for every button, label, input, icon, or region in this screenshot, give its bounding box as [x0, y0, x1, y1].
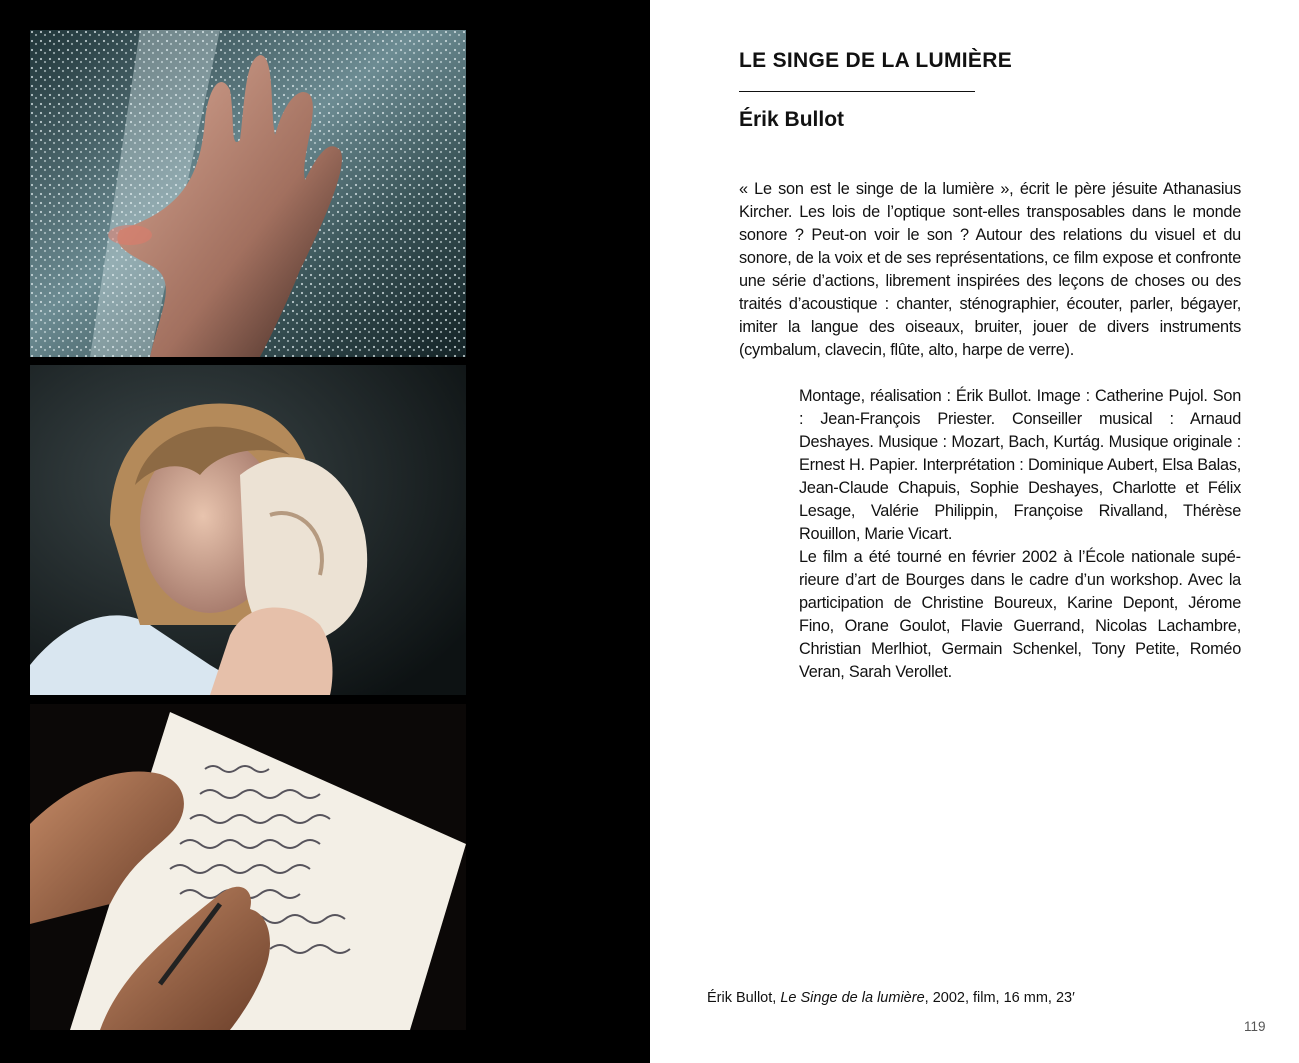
text-page — [650, 0, 1299, 1063]
caption-work-title: Le Singe de la lumière — [780, 990, 925, 1006]
credits-block — [799, 385, 1241, 684]
caption-details: , 2002, film, 16 mm, 23′ — [924, 990, 1075, 1006]
image-caption — [707, 990, 1075, 1006]
caption-author: Érik Bullot, — [707, 990, 781, 1006]
film-still-hand-braille-image — [30, 30, 466, 357]
film-still-girl-seashell-image — [30, 365, 466, 695]
author-name: Érik Bullot — [739, 108, 845, 131]
film-still-hand-braille — [30, 30, 466, 357]
title-divider — [739, 91, 975, 92]
synopsis-paragraph: « Le son est le singe de la lumière », écrit le père jésuite Athanasius Kircher. Les lois de l’optique sont-elles transposables dans le monde sonore ? Peut-on voir le son ? Autour des relations du visuel et du sonore, de la voix et de ses représentations, ce film expose et confronte une série d’actions, librement inspirées des leçons de choses ou des traités d’acoustique : chanter, sténographier, écouter, parler, bégayer, imiter la langue des oiseaux, bruiter, jouer de divers instruments (cymbalum, clavecin, flûte, alto, harpe de verre). — [739, 180, 1241, 359]
film-still-girl-seashell — [30, 365, 466, 695]
page-title: LE SINGE DE LA LUMIÈRE — [739, 49, 1013, 72]
production-note-paragraph: Le film a été tourné en février 2002 à l’École nationale supérieure d’art de Bourges dans le cadre d’un workshop. Avec la participation de Christine Boureux, Karine Depont, Jérome Fino, Orane Goulot, Flavie Guerrand, Nicolas Lachambre, Christian Merlhiot, Germain Schenkel, Tony Petite, Roméo Veran, Sarah Verollet. — [799, 548, 1241, 681]
credits-paragraph: Montage, réalisation : Érik Bullot. Image : Catherine Pujol. Son : Jean-François Priester. Conseiller musical : Arnaud Deshayes. Musique : Mozart, Bach, Kurtág. Musique originale : Ernest H. Papier. Interprétation : Dominique Aubert, Elsa Balas, Jean-Claude Chapuis, Sophie Deshayes, Charlotte et Félix Lesage, Valérie Philippin, Françoise Rivalland, Thérèse Rouillon, Marie Vicart. — [799, 387, 1241, 543]
film-still-hands-writing-image — [30, 704, 466, 1030]
page-number: 119 — [1244, 1019, 1266, 1034]
film-still-hands-writing — [30, 704, 466, 1030]
